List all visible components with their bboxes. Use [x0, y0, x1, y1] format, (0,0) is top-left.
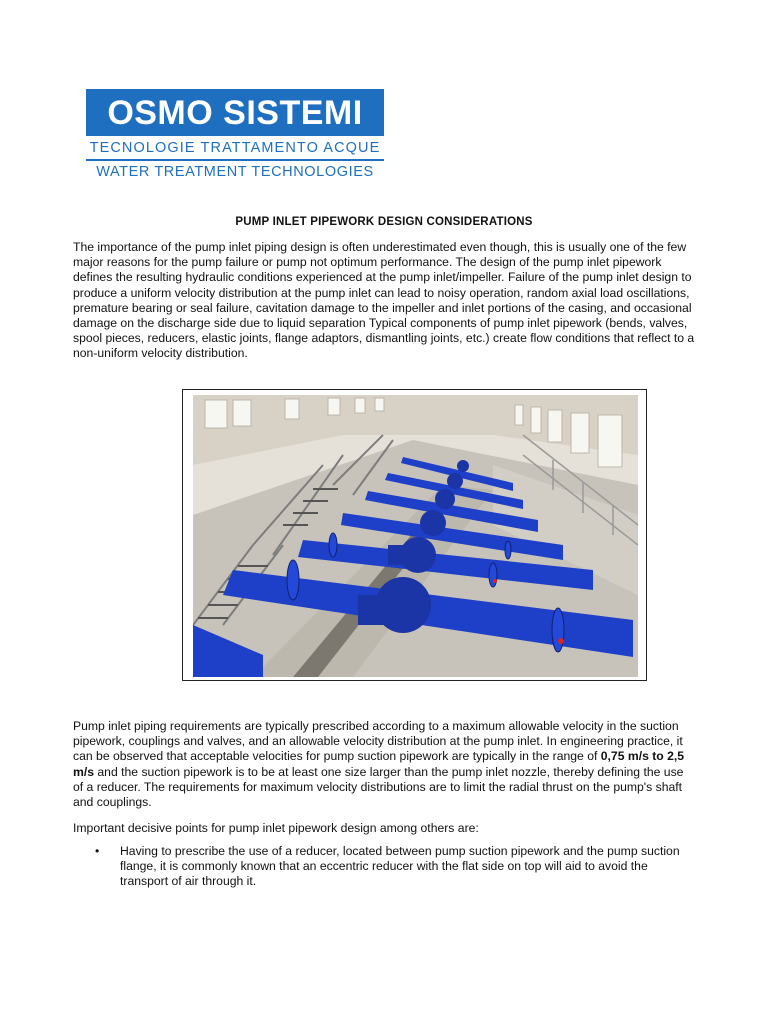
requirements-text-before: Pump inlet piping requirements are typically prescribed according to a maximum allowable velocity in the suction pipework, couplings and valves, and an allowable velocity distribution at the pump inlet. In engineering practice, it can be observed that acceptable velocities for pump suction pipework are typically in the range of [73, 719, 683, 764]
logo-banner [86, 89, 384, 136]
logo-divider [86, 159, 384, 161]
company-logo [86, 89, 384, 181]
decisive-points-intro: Important decisive points for pump inlet pipework design among others are: [73, 821, 479, 835]
document-title: PUMP INLET PIPEWORK DESIGN CONSIDERATIONS [235, 216, 533, 228]
pump-station-photo [182, 389, 647, 681]
bullet-icon: • [95, 844, 100, 858]
requirements-paragraph [73, 719, 695, 810]
velocity-range: 0,75 m/s to 2,5 m/s [73, 749, 685, 779]
logo-tagline-english: WATER TREATMENT TECHNOLOGIES [96, 164, 374, 180]
requirements-text-after: and the suction pipework is to be at least one size larger than the pump inlet nozzle, thereby defining the use of a reducer. The requirements for maximum velocity distributions are to limit the radial thrust on the pump's shaft and couplings. [73, 764, 684, 810]
bullet-text: Having to prescribe the use of a reducer, located between pump suction pipework and the pump suction flange, it is commonly known that an eccentric reducer with the flat side on top will aid to avoid the transport of air through it. [120, 844, 680, 889]
pump-station-illustration [193, 395, 638, 677]
logo-company-name: OSMO SISTEMI [107, 93, 363, 132]
logo-tagline-italian: TECNOLOGIE TRATTAMENTO ACQUE [89, 140, 381, 156]
intro-paragraph: The importance of the pump inlet piping design is often underestimated even though, this is usually one of the few major reasons for the pump failure or pump not optimum performance. The design of the pump inlet pipework defines the resulting hydraulic conditions experienced at the pump inlet/impeller. Failure of the pump inlet design to produce a uniform velocity distribution at the pump inlet can lead to noisy operation, random axial load oscillations, premature bearing or seal failure, cavitation damage to the impeller and inlet portions of the casing, and occasional damage on the discharge side due to liquid separation Typical components of pump inlet pipework (bends, valves, spool pieces, reducers, elastic joints, flange adaptors, dismantling joints, etc.) create flow conditions that reflect to a non-uniform velocity distribution. [73, 240, 695, 361]
